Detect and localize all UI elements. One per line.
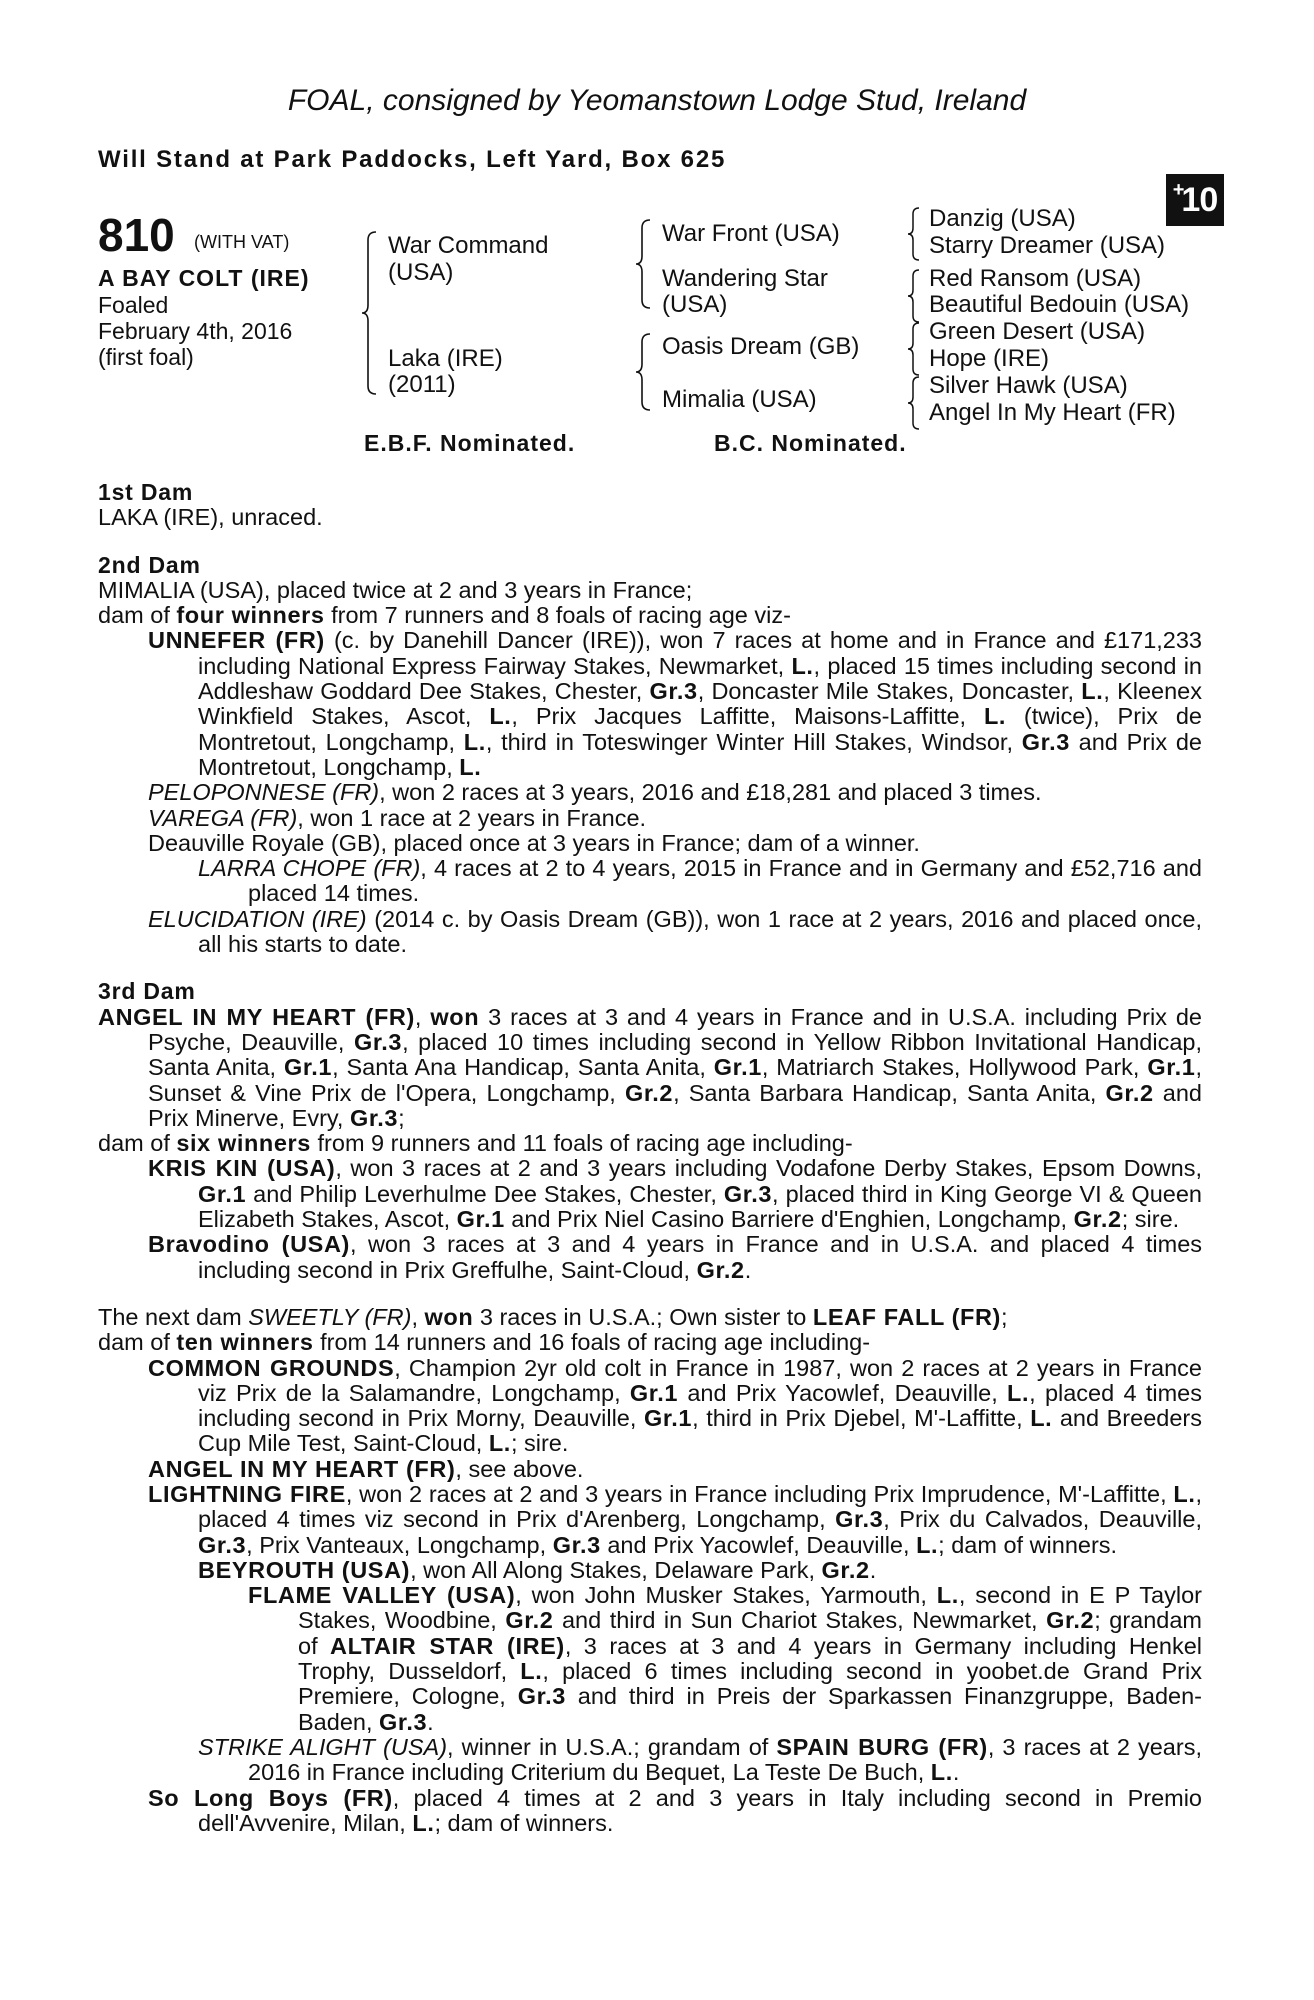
entry-elucidation: ELUCIDATION (IRE) (2014 c. by Oasis Dream (GB)), won 1 race at 2 years, 2016 and placed once, all his starts to date. <box>148 905 1202 958</box>
dam1-heading: 1st Dam <box>98 479 194 505</box>
catalogue-body <box>98 480 1202 1836</box>
entry-larra-chope: LARRA CHOPE (FR), 4 races at 2 to 4 years, 2015 in France and in Germany and £52,716 and placed 14 times. <box>198 855 1202 907</box>
entry-deauville-royale: Deauville Royale (GB), placed once at 3 years in France; dam of a winner. <box>148 829 920 856</box>
dam2-dam-of: dam of four winners from 7 runners and 8 foals of racing age viz- <box>98 602 791 629</box>
ped-angel-in-my-heart: Angel In My Heart (FR) <box>929 399 1176 426</box>
sire-dam-bracket <box>362 230 382 396</box>
badge-number: 10 <box>1181 181 1218 219</box>
stand-location: Will Stand at Park Paddocks, Left Yard, Box 625 <box>98 146 727 173</box>
dam-line-bracket <box>636 332 656 412</box>
silver-hawk-bracket <box>908 376 922 430</box>
ped-beautiful-bedouin: Beautiful Bedouin (USA) <box>929 291 1190 318</box>
dam3-dam-of: dam of six winners from 9 runners and 11 foals of racing age including- <box>98 1130 853 1157</box>
sire-line-bracket <box>636 218 656 310</box>
bc-nominated: B.C. Nominated. <box>714 430 907 456</box>
ped-starry-dreamer: Starry Dreamer (USA) <box>929 232 1166 259</box>
sire-dam: Wandering Star <box>662 265 828 292</box>
vat-note: (WITH VAT) <box>194 232 290 252</box>
lot-number: 810 <box>98 209 175 261</box>
danzig-bracket <box>908 207 922 261</box>
lot-badge <box>1166 174 1224 226</box>
entry-angel-see-above: ANGEL IN MY HEART (FR), see above. <box>148 1455 584 1482</box>
sire-name: War Command <box>388 232 549 259</box>
sire-dam-origin: (USA) <box>662 291 728 318</box>
entry-angel-in-my-heart: ANGEL IN MY HEART (FR), won 3 races at 3 and 4 years in France and in U.S.A. including Prix de Psyche, Deauville, Gr.3, placed 10 times including second in Yellow Ribbon Invitational Handicap, Santa Anita, Gr.1, Santa Ana Handicap, Santa Anita, Gr.1, Matriarch Stakes, Hollywood Park, Gr.1, Sunset & Vine Prix de l'Opera, Longchamp, Gr.2, Santa Barbara Handicap, Santa Anita, Gr.2 and Prix Minerve, Evry, Gr.3; <box>98 1003 1203 1131</box>
ped-silver-hawk: Silver Hawk (USA) <box>929 372 1128 399</box>
entry-strike-alight: STRIKE ALIGHT (USA), winner in U.S.A.; grandam of SPAIN BURG (FR), 3 races at 2 years, 2016 in France including Criterium du Bequet, La Teste De Buch, L.. <box>198 1733 1202 1786</box>
foaled-label: Foaled <box>98 292 169 318</box>
sire-sire: War Front (USA) <box>662 220 840 247</box>
ped-green-desert: Green Desert (USA) <box>929 318 1146 345</box>
green-desert-bracket <box>908 322 922 376</box>
dam1-text: LAKA (IRE), unraced. <box>98 504 323 531</box>
dam-sire: Oasis Dream (GB) <box>662 333 860 360</box>
dam-year: (2011) <box>388 371 456 398</box>
ped-danzig: Danzig (USA) <box>929 205 1076 232</box>
dam-name: Laka (IRE) <box>388 345 503 372</box>
nextdam-intro: The next dam SWEETLY (FR), won 3 races in U.S.A.; Own sister to LEAF FALL (FR); <box>98 1303 1008 1330</box>
consignment-line: FOAL, consigned by Yeomanstown Lodge Stud, Ireland <box>287 84 1027 117</box>
badge-mark: + <box>1172 179 1184 201</box>
entry-peloponnese: PELOPONNESE (FR), won 2 races at 3 years, 2016 and £18,281 and placed 3 times. <box>148 779 1042 806</box>
dam2-heading: 2nd Dam <box>98 551 201 578</box>
entry-beyrouth: BEYROUTH (USA), won All Along Stakes, Delaware Park, Gr.2. <box>198 1556 877 1583</box>
entry-bravodino: Bravodino (USA), won 3 races at 3 and 4 years in France and in U.S.A. and placed 4 times including second in Prix Greffulhe, Saint-Cloud, Gr.2. <box>148 1231 1203 1283</box>
dam3-heading: 3rd Dam <box>98 978 196 1005</box>
entry-unnefer: UNNEFER (FR) (c. by Danehill Dancer (IRE)), won 7 races at home and in France and £171,233 including National Express Fairway Stakes, Newmarket, L., placed 15 times including second in Addleshaw Goddard Dee Stakes, Chester, Gr.3, Doncaster Mile Stakes, Doncaster, L., Kleenex Winkfield Stakes, Ascot, L., Prix Jacques Laffitte, Maisons-Laffitte, L. (twice), Prix de Montretout, Longchamp, L., third in Toteswinger Winter Hill Stakes, Windsor, Gr.3 and Prix de Montretout, Longchamp, L. <box>148 627 1203 780</box>
nextdam-dam-of: dam of ten winners from 14 runners and 16 foals of racing age including- <box>98 1329 871 1356</box>
dam2-intro: MIMALIA (USA), placed twice at 2 and 3 years in France; <box>98 576 693 603</box>
ebf-nominated: E.B.F. Nominated. <box>364 430 576 456</box>
ped-red-ransom: Red Ransom (USA) <box>929 265 1142 292</box>
entry-varega: VAREGA (FR), won 1 race at 2 years in France. <box>148 804 647 831</box>
sire-origin: (USA) <box>388 259 454 286</box>
entry-lightning-fire: LIGHTNING FIRE, won 2 races at 2 and 3 years in France including Prix Imprudence, M'-Laffitte, L., placed 4 times viz second in Prix d'Arenberg, Longchamp, Gr.3, Prix du Calvados, Deauville, Gr.3, Prix Vanteaux, Longchamp, Gr.3 and Prix Yacowlef, Deauville, L.; dam of winners. <box>148 1480 1202 1558</box>
entry-kris-kin: KRIS KIN (USA), won 3 races at 2 and 3 years including Vodafone Derby Stakes, Epsom Downs, Gr.1 and Philip Leverhulme Dee Stakes, Chester, Gr.3, placed third in King George VI & Queen Elizabeth Stakes, Ascot, Gr.1 and Prix Niel Casino Barriere d'Enghien, Longchamp, Gr.2; sire. <box>148 1155 1202 1233</box>
entry-so-long-boys: So Long Boys (FR), placed 4 times at 2 and 3 years in Italy including second in Premio dell'Avvenire, Milan, L.; dam of winners. <box>148 1784 1203 1836</box>
lot-title: A BAY COLT (IRE) <box>98 265 310 291</box>
ped-hope: Hope (IRE) <box>929 345 1050 372</box>
entry-flame-valley: FLAME VALLEY (USA), won John Musker Stakes, Yarmouth, L., second in E P Taylor Stakes, Woodbine, Gr.2 and third in Sun Chariot Stakes, Newmarket, Gr.2; grandam of ALTAIR STAR (IRE), 3 races at 3 and 4 years in Germany including Henkel Trophy, Dusseldorf, L., placed 6 times including second in yoobet.de Grand Prix Premiere, Cologne, Gr.3 and third in Preis der Sparkassen Finanzgruppe, Baden-Baden, Gr.3. <box>248 1582 1203 1735</box>
foal-note: (first foal) <box>98 344 194 370</box>
red-ransom-bracket <box>908 269 922 323</box>
entry-common-grounds: COMMON GROUNDS, Champion 2yr old colt in France in 1987, won 2 races at 2 years in France viz Prix de la Salamandre, Longchamp, Gr.1 and Prix Yacowlef, Deauville, L., placed 4 times including second in Prix Morny, Deauville, Gr.1, third in Prix Djebel, M'-Laffitte, L. and Breeders Cup Mile Test, Saint-Cloud, L.; sire. <box>148 1354 1202 1457</box>
foaled-date: February 4th, 2016 <box>98 318 293 344</box>
dam-dam: Mimalia (USA) <box>662 386 817 413</box>
